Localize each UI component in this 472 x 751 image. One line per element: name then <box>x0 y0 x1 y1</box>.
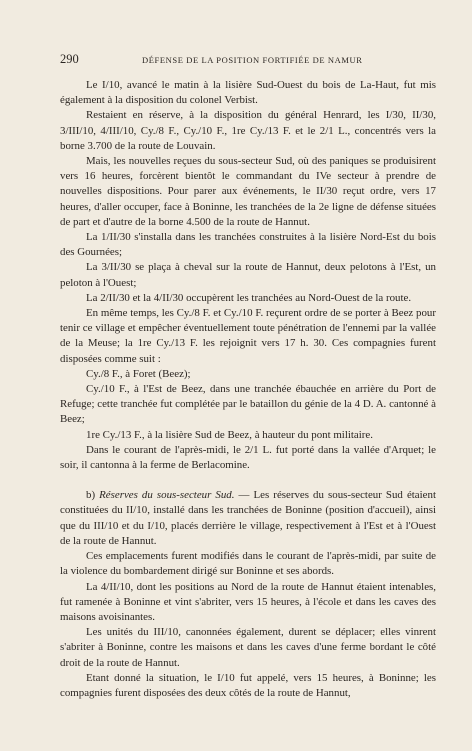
paragraph: Restaient en réserve, à la disposition du général Henrard, les I/30, II/30, 3/III/10, 4/III/10, Cy./8 F., Cy./10 F., 1re Cy./13 F. et le 2/1 L., concentrés vers la borne 3.700 de la route de Louvain. <box>60 109 436 152</box>
section-text: Les réserves du sous-secteur Sud étaient constituées du II/10, installé dans les tranchées de Boninne (position d'accueil), ainsi que du III/10 et du I/10, placés derrière le village, respectivement à l'Est et à l'Ouest de la route de Hannut. <box>60 489 436 547</box>
page-header <box>60 52 436 66</box>
section-b-paragraph <box>60 488 436 549</box>
paragraph: La 2/II/30 et la 4/II/30 occupèrent les tranchées au Nord-Ouest de la route. <box>86 291 412 304</box>
body-text <box>60 78 436 701</box>
paragraph: La 3/II/30 se plaça à cheval sur la route de Hannut, deux pelotons à l'Est, un peloton à l'Ouest; <box>60 261 436 289</box>
paragraph: La 4/II/10, dont les positions au Nord de la route de Hannut étaient intenables, fut ramenée à Boninne et vint s'abriter, vers 15 heures, à l'école et dans les caves des maisons avoisinantes. <box>60 580 436 623</box>
paragraph: En même temps, les Cy./8 F. et Cy./10 F. reçurent ordre de se porter à Beez pour tenir ce village et empêcher éventuellement toute pénétration de l'ennemi par la vallée de la Meuse; la 1re Cy./13 F. les rejoignit vers 17 h. 30. Ces compagnies furent disposées comme suit : <box>60 307 436 365</box>
paragraph: Mais, les nouvelles reçues du sous-secteur Sud, où des paniques se produisirent vers 16 heures, forcèrent bientôt le commandant du IVe secteur à prendre de nouvelles dispositions. Pour parer aux événements, le II/30 reçut ordre, vers 17 heures, d'aller occuper, face à Boninne, les tranchées de la 2e ligne de défense situées de part et d'autre de la borne 4.500 de la route de Hannut. <box>60 155 436 228</box>
paragraph: Dans le courant de l'après-midi, le 2/1 L. fut porté dans la vallée d'Arquet; le soir, il cantonna à la ferme de Berlacomine. <box>60 443 436 472</box>
paragraph: Ces emplacements furent modifiés dans le courant de l'après-midi, par suite de la violence du bombardement dirigé sur Boninne et ses abords. <box>60 550 436 578</box>
page-number: 290 <box>60 52 79 66</box>
running-title: DÉFENSE DE LA POSITION FORTIFIÉE DE NAMUR <box>142 55 363 65</box>
section-title: Réserves du sous-secteur Sud. <box>99 489 235 502</box>
section-label: b) <box>86 489 96 502</box>
paragraph: Cy./10 F., à l'Est de Beez, dans une tranchée ébauchée en arrière du Port de Refuge; cette tranchée fut complétée par le bataillon du génie de la 4 D. A. cantonné à Beez; <box>60 383 436 426</box>
paragraph: 1re Cy./13 F., à la lisière Sud de Beez, à hauteur du pont militaire. <box>86 428 373 441</box>
paragraph: Les unités du III/10, canonnées également, durent se déplacer; elles vinrent s'abriter à Boninne, contre les maisons et dans les caves d'une ferme bordant le côté droit de la route de Hannut. <box>60 626 436 669</box>
paragraph: Le I/10, avancé le matin à la lisière Sud-Ouest du bois de La-Haut, fut mis également à la disposition du colonel Verbist. <box>60 79 436 107</box>
section-dash: — <box>238 489 250 502</box>
paragraph: Cy./8 F., à Foret (Beez); <box>86 367 191 380</box>
paragraph: La 1/II/30 s'installa dans les tranchées construites à la lisière Nord-Est du bois des Gournées; <box>60 231 436 259</box>
paragraph: Etant donné la situation, le I/10 fut appelé, vers 15 heures, à Boninne; les compagnies furent disposées des deux côtés de la route de Hannut, <box>60 671 436 699</box>
